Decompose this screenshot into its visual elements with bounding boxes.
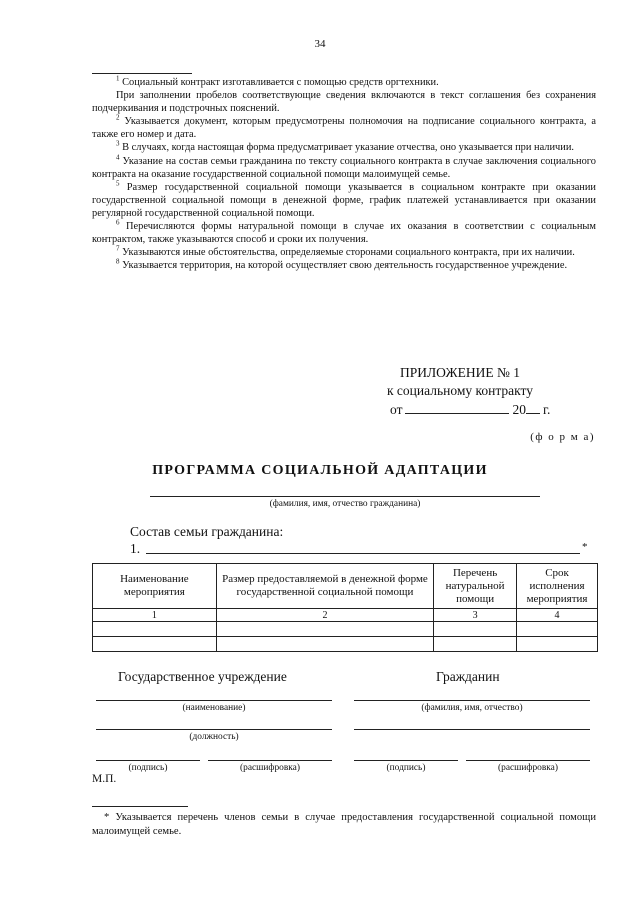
institution-signature-line[interactable] [96,760,200,761]
forma-label: (ф о р м а) [530,431,595,443]
citizen-decoding-line[interactable] [466,760,590,761]
footnote-1: $^1$ Социальный контракт изготавливается с помощью средств оргтехники. [116,74,439,88]
table-row [93,637,598,652]
citizen-fullname-line[interactable] [354,700,590,701]
table-number-row [93,609,598,622]
citizen-signature-line[interactable] [354,760,458,761]
table-cell[interactable] [93,622,217,637]
table-row [93,622,598,637]
institution-signature-caption: (подпись) [128,763,168,773]
citizen-name-caption: (фамилия, имя, отчество гражданина) [269,499,421,509]
column-number: 2 [216,609,433,622]
table-header-row [93,564,598,609]
column-number: 3 [434,609,517,622]
table-cell[interactable] [434,637,517,652]
citizen-fullname-caption: (фамилия, имя, отчество) [421,703,523,713]
footnote-2: $^2$ Указывается документ, которым предусмотрены полномочия на подписание социального контракта, а также его номер и дата. [92,113,596,141]
footnotes-block [92,76,596,272]
institution-heading: Государственное учреждение [118,669,287,684]
header-money-amount: Размер предоставляемой в денежной форме государственной социальной помощи [216,564,433,609]
table-cell[interactable] [216,622,433,637]
table-cell[interactable] [93,637,217,652]
footnote-6: $^6$ Перечисляются формы натуральной помощи в случае их оказания в соответствии с социальным контрактом, также указываются способ и сроки их получения. [92,218,596,246]
header-activity: Наименование мероприятия [93,564,217,609]
page-number: 34 [314,38,326,50]
institution-name-line[interactable] [96,700,332,701]
citizen-signature-caption: (подпись) [386,763,426,773]
table-cell[interactable] [517,622,598,637]
appendix-date: от 20 г. [390,402,551,417]
citizen-heading: Гражданин [436,669,500,684]
program-table [92,563,598,652]
header-natural-help: Перечень натуральной помощи [434,564,517,609]
program-title: ПРОГРАММА СОЦИАЛЬНОЙ АДАПТАЦИИ [152,463,488,478]
footnote-3: $^3$ В случаях, когда настоящая форма предусматривает указание отчества, оно указывается при наличии. [116,140,574,154]
table-cell[interactable] [434,622,517,637]
position-line[interactable] [96,729,332,730]
family-label: Состав семьи гражданина: [130,524,284,539]
bottom-footnote: * Указывается перечень членов семьи в случае предоставления государственной социальной помощи малоимущей семье. [92,812,597,837]
footnote-8: $^8$ Указывается территория, на которой осуществляет свою деятельность государственное учреждение. [116,257,568,272]
family-item-number: 1. [130,541,141,556]
column-number: 1 [93,609,217,622]
footnote-5: $^5$ Размер государственной социальной помощи указывается в социальном контракте при оказании государственной социальной помощи в денежной форме, график платежей устанавливается при оказании регулярной государственной социальной помощи. [92,179,596,219]
family-footnote-star: * [582,541,588,553]
appendix-subtitle: к социальному контракту [386,383,534,398]
footnote-7: $^7$ Указываются иные обстоятельства, определяемые сторонами социального контракта, при их наличии. [116,244,575,259]
column-number: 4 [517,609,598,622]
institution-decoding-caption: (расшифровка) [240,763,300,773]
family-member-line[interactable] [146,553,580,554]
citizen-extra-line[interactable] [354,729,590,730]
header-deadline: Срок исполнения мероприятия [517,564,598,609]
table-cell[interactable] [517,637,598,652]
institution-decoding-line[interactable] [208,760,332,761]
year-blank[interactable] [526,401,540,414]
bottom-footnote-separator [92,806,188,807]
institution-name-caption: (наименование) [182,703,246,713]
citizen-name-line[interactable] [150,496,540,497]
appendix-title: ПРИЛОЖЕНИЕ № 1 [399,365,521,380]
footnote-4: $^4$ Указание на состав семьи гражданина по тексту социального контракта в случае заключения социального контракта на оказание государственной социальной помощи малоимущей семье. [92,153,596,180]
seal-place: М.П. [92,773,117,785]
position-caption: (должность) [189,732,239,742]
date-blank[interactable] [405,401,509,414]
footnote-separator [92,73,192,74]
table-cell[interactable] [216,637,433,652]
citizen-decoding-caption: (расшифровка) [498,763,558,773]
footnote-1-continuation: При заполнении пробелов соответствующие сведения включаются в текст соглашения без сохранения подчеркивания и подстрочных пояснений. [92,90,596,115]
